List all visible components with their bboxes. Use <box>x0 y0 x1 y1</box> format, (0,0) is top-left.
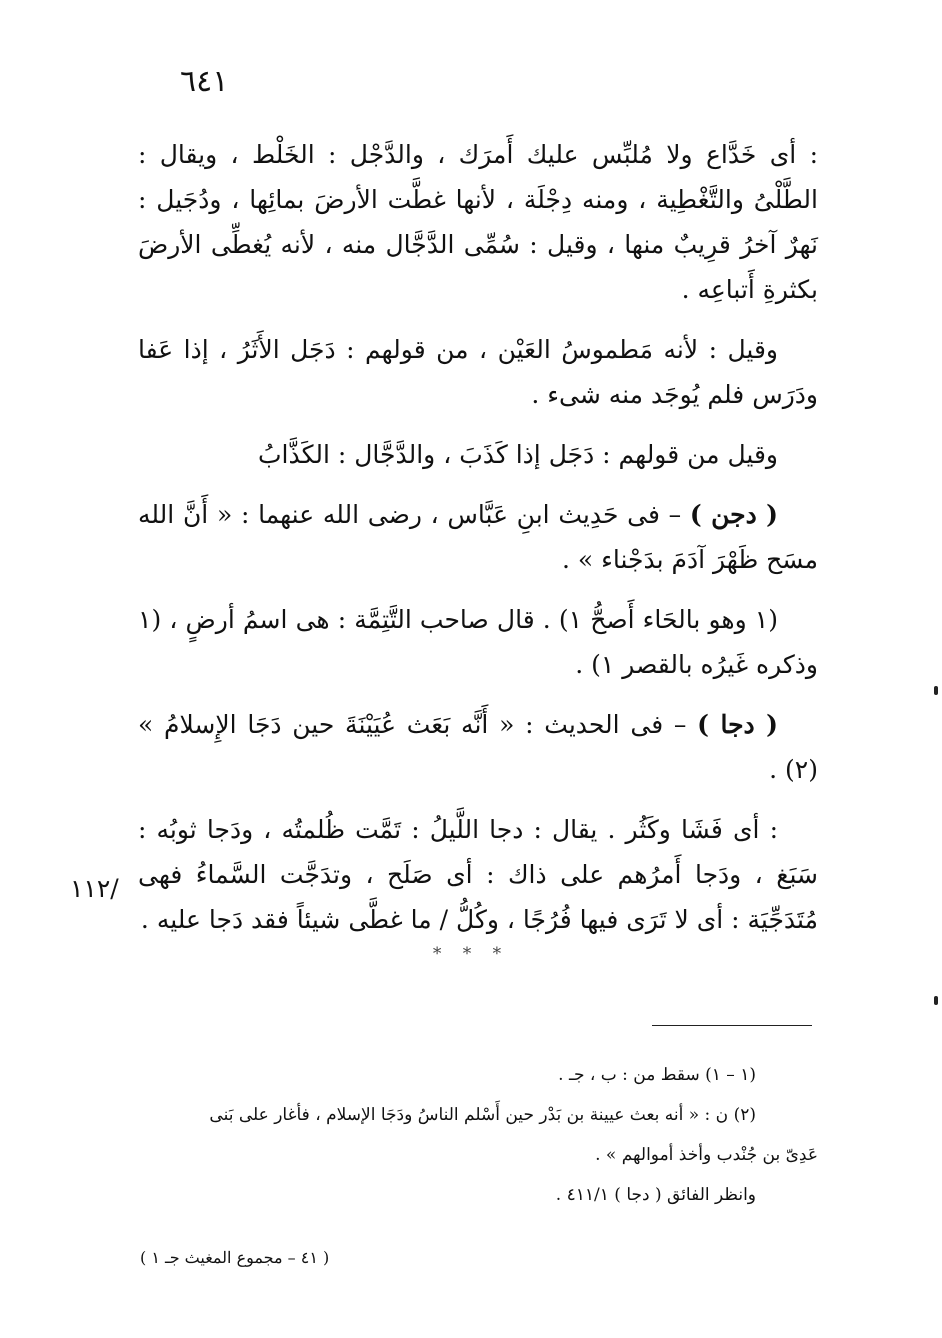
footnote: (٢) ن : « أنه بعث عيينة بن بَدْر حين أَسْلم الناسُ ودَجَا الإسلام ، فأغار على بَنى <box>209 1105 756 1125</box>
footnote-continuation: عَدِىّ بن جُنْدب وأخذ أموالهم » . <box>595 1145 818 1165</box>
margin-mark <box>934 686 938 695</box>
paragraph <box>138 702 818 792</box>
page-number: ٦٤١ <box>180 64 229 99</box>
paragraph <box>138 132 818 312</box>
paragraph-text: (١ وهو بالحَاء أَصحُّ ١) . قال صاحب التَّتِمَّة : هى اسمُ أرضٍ ، (١ وذكره غَيرُه بالقصر ١) . <box>138 605 818 679</box>
entry-headword: ( دجن ) <box>689 500 779 529</box>
paragraph-text: : أى خَدَّاع ولا مُلبِّس عليك أَمرَك ، والدَّجْل : الخَلْط ، ويقال : الطَّلْىُ والتَّغْطِية ، ومنه دِجْلَة ، لأنها غطَّت الأرضَ بمائِها ، ودُجَيل : نَهرٌ آخرُ قرِيبٌ منها ، وقيل : سُمِّى الدَّجَّال منه ، لأنه يُغطِّى الأرضَ بكثرةِ أَتباعِه . <box>138 140 818 304</box>
paragraph-text: وقيل من قولهم : دَجَل إذا كَذَبَ ، والدَّجَّال : الكَذَّابُ <box>257 440 778 469</box>
paragraph-text: : أى فَشَا وكَثُر . يقال : دجا اللَّيلُ : تَمَّت ظُلمتُه ، ودَجا ثوبُه : سَبَغ ، ودَجا أَمرُهم على ذاك : أى صَلَح ، وتدَجَّت السَّماءُ فهى مُتَدَجِّيَة : أى لا تَرَى فيها فُرُجًا ، وكُلُّ / ما غطَّى شيئاً فقد دَجا عليه . <box>138 815 818 934</box>
footnote: (١ – ١) سقط من : ب ، جـ . <box>558 1065 756 1085</box>
section-divider-stars: * * * <box>432 944 510 964</box>
margin-mark <box>934 996 938 1005</box>
footnote-rule <box>652 1025 812 1026</box>
paragraph <box>138 327 818 417</box>
margin-folio-reference: /١١٢ <box>70 874 119 903</box>
signature-line: ( ٤١ – مجموع المغيث جـ ١ ) <box>140 1248 330 1267</box>
footnote: وانظر الفائق ( دجا ) ٤١١/١ . <box>555 1185 756 1205</box>
footnotes <box>138 1058 818 1212</box>
paragraph <box>138 432 818 477</box>
paragraph <box>138 492 818 582</box>
paragraph-text: – فى حَدِيث ابنِ عَبَّاس ، رضى الله عنهما : « أَنَّ الله مسَح ظَهْرَ آدَمَ بدَجْناء » . <box>138 500 818 574</box>
paragraph-text: وقيل : لأنه مَطموسُ العَيْن ، من قولهم : دَجَل الأَثَرُ ، إذا عَفا ودَرَس فلم يُوجَد منه شىء . <box>138 335 818 409</box>
paragraph <box>138 597 818 687</box>
entry-headword: ( دجا ) <box>697 710 778 739</box>
paragraph <box>138 807 818 942</box>
main-text <box>138 132 818 957</box>
paragraph-text: – فى الحديث : « أَنَّه بَعَث عُيَيْنَةَ حين دَجَا الإِسلامُ » (٢) . <box>138 710 818 784</box>
